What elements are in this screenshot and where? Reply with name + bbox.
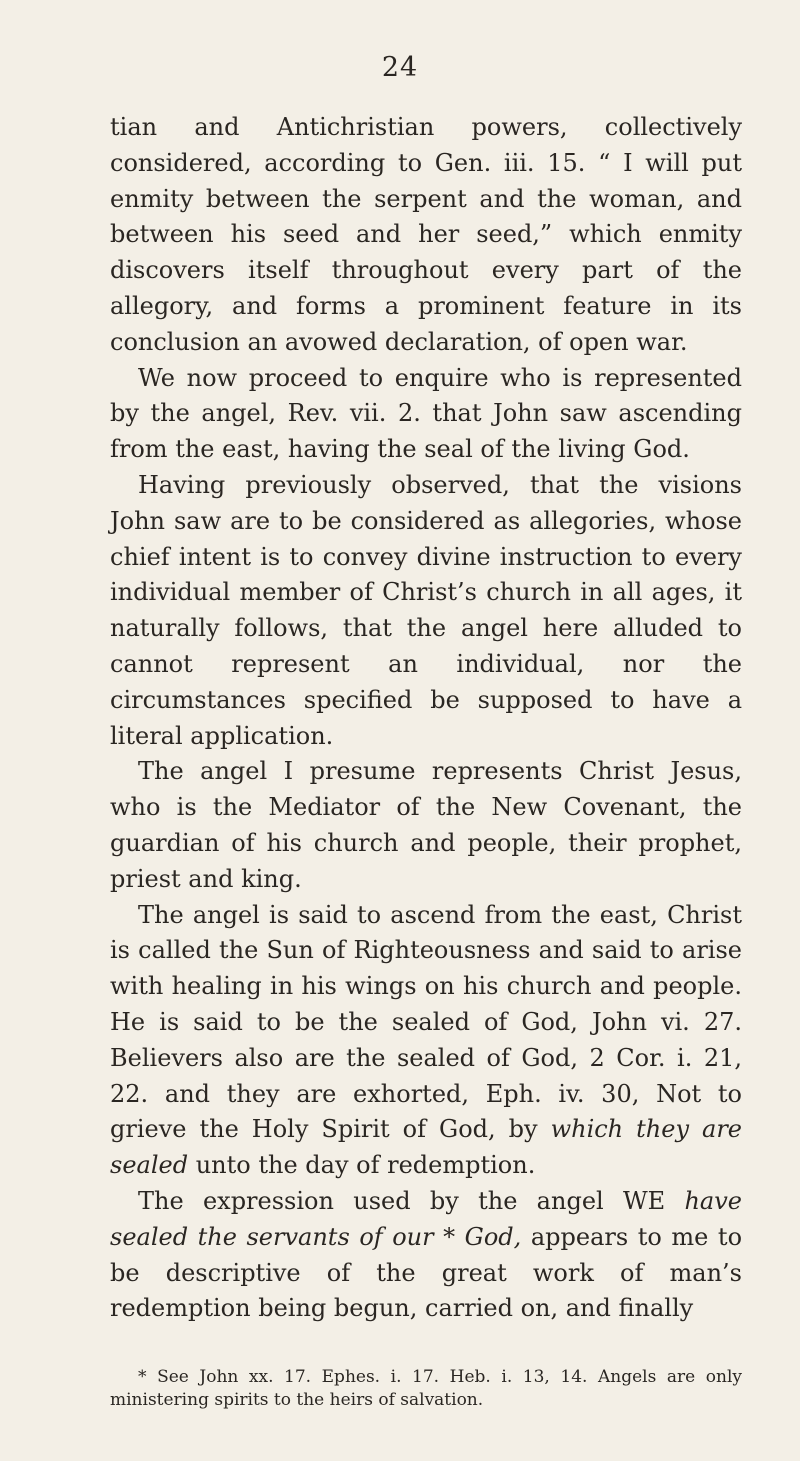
- paragraph-text: unto the day of redemption.: [188, 1151, 536, 1180]
- page-number: 24: [381, 52, 419, 83]
- paragraph-text: The expression used by the angel WE: [138, 1186, 685, 1215]
- paragraph-angel-inquiry: We now proceed to enquire who is represented by the angel, Rev. vii. 2. that John saw ascending from the east, having the seal of the living God.: [110, 363, 742, 464]
- italic-emphasis: which they are sealed: [110, 1115, 742, 1180]
- italic-emphasis: have sealed the servants of our * God,: [110, 1186, 742, 1251]
- footnote: [110, 1366, 742, 1412]
- paragraph-text: appears to me to be descriptive of the great work of man’s redemption being begun, carried on, and finally: [110, 1222, 743, 1323]
- footnote-text: * See John xx. 17. Ephes. i. 17. Heb. i. 13, 14. Angels are only ministering spirits to the heirs of salvation.: [110, 1367, 742, 1410]
- paragraph-text: The angel is said to ascend from the east, Christ is called the Sun of Righteousness and said to arise with healing in his wings on his church and people. He is said to be the sealed of God, John vi. 27. Believers also are the sealed of God, 2 Cor. i. 21, 22. and they are exhorted, Eph. iv. 30, Not to grieve the Holy Spirit of God, by: [110, 900, 742, 1144]
- paragraph-ascend-east: [110, 898, 742, 1184]
- paragraph-expression: [110, 1184, 742, 1327]
- body-text: [110, 110, 742, 1327]
- paragraph-christ-jesus: The angel I presume represents Christ Jesus, who is the Mediator of the New Covenant, the guardian of his church and people, their prophet, priest and king.: [110, 757, 742, 893]
- paragraph-allegories: Having previously observed, that the visions John saw are to be considered as allegories, whose chief intent is to convey divine instruction to every individual member of Christ’s church in all ages, it naturally follows, that the angel here alluded to cannot represent an individual, nor the circumstances specified be supposed to have a literal application.: [110, 470, 742, 750]
- paragraph-continued: tian and Antichristian powers, collectively considered, according to Gen. iii. 15. “ I will put enmity between the serpent and the woman, and between his seed and her seed,” which enmity discovers itself throughout every part of the allegory, and forms a prominent feature in its conclusion an avowed declaration, of open war.: [110, 113, 742, 356]
